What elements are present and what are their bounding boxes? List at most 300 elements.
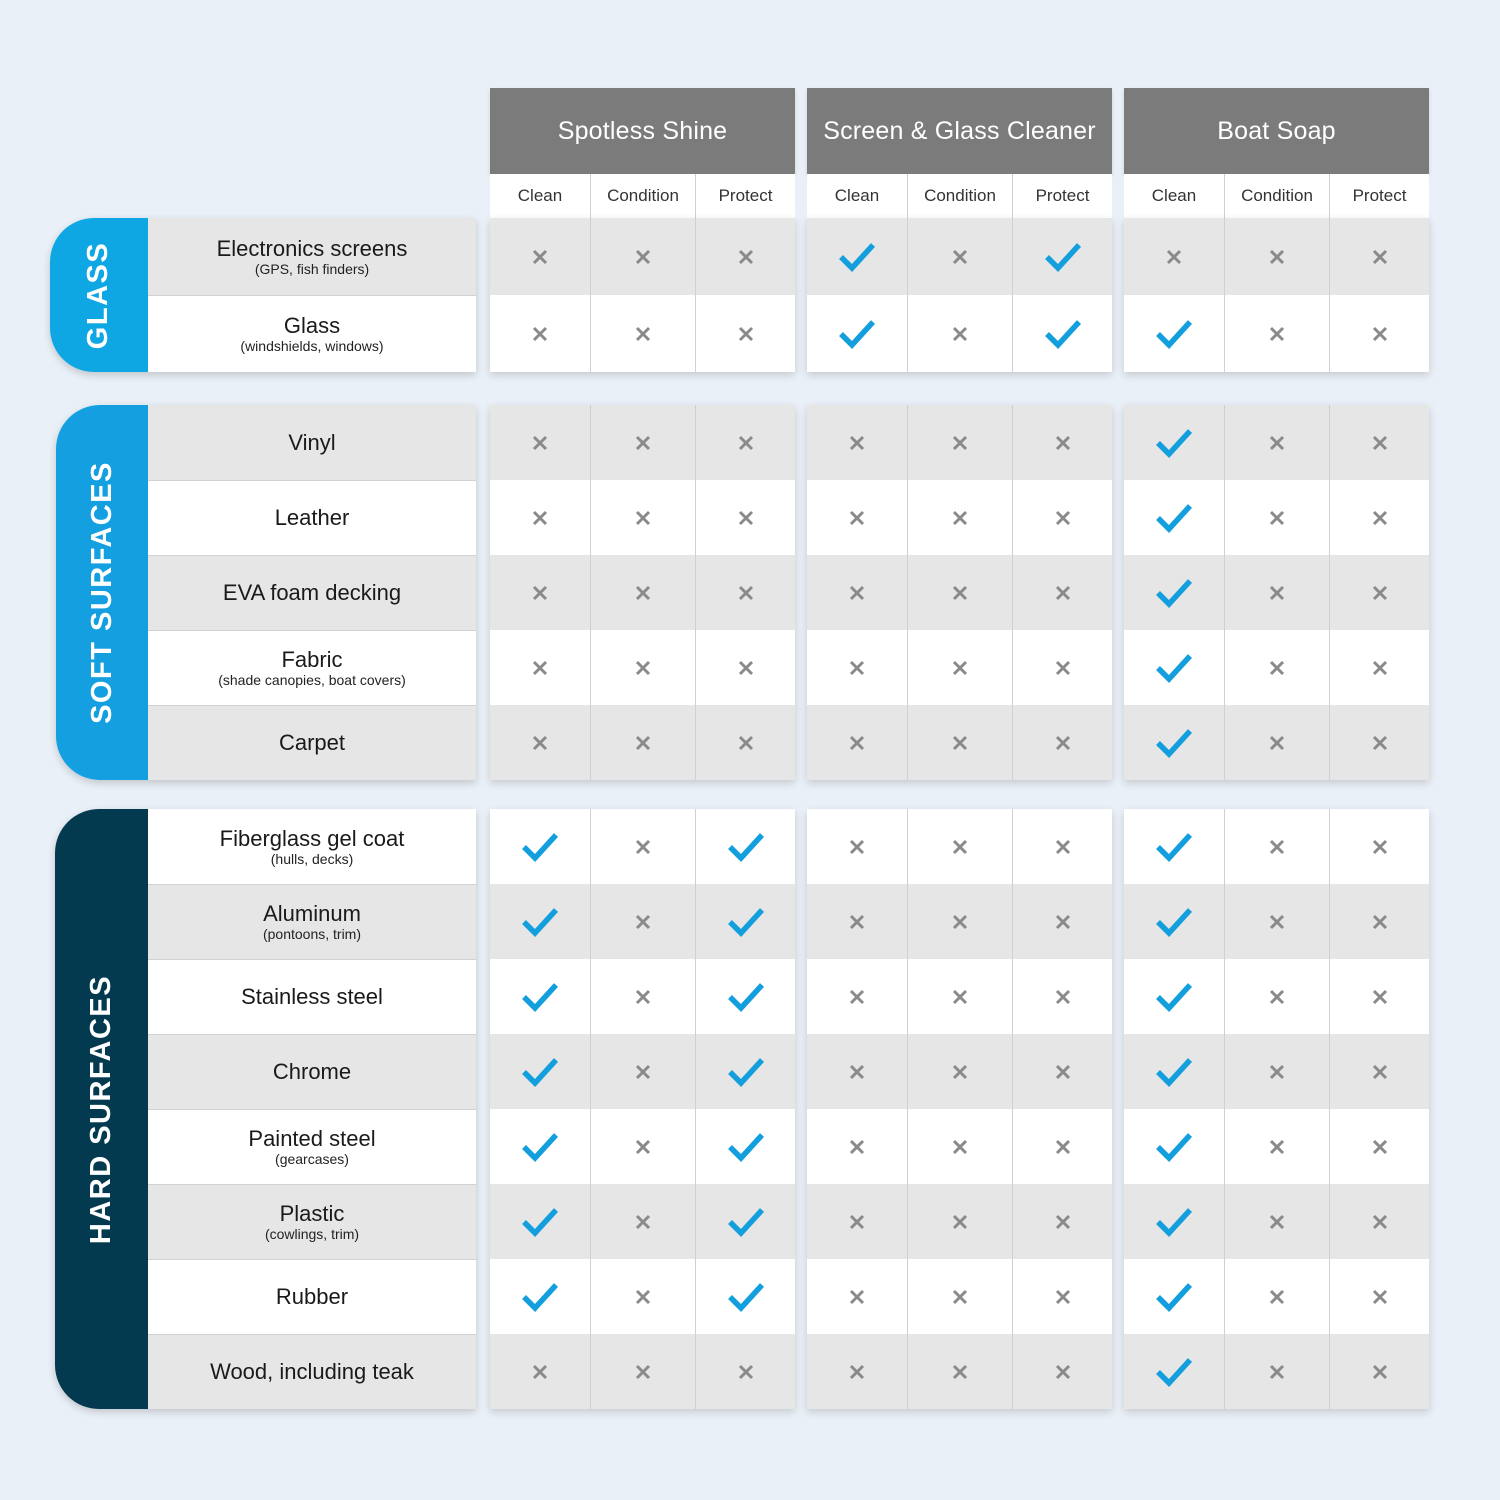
surface-name: Fiberglass gel coat [219, 826, 405, 851]
checkmark-icon [1155, 653, 1193, 683]
x-mark-icon [952, 1289, 968, 1305]
column-header-clean: Clean [490, 174, 590, 218]
x-mark-icon [1055, 435, 1071, 451]
x-mark-icon [635, 735, 651, 751]
surface-name: Stainless steel [241, 984, 383, 1009]
x-mark-icon [1269, 249, 1285, 265]
cross-cell [1012, 959, 1112, 1034]
x-mark-icon [1269, 1214, 1285, 1230]
cross-cell [907, 705, 1012, 780]
column-header-protect: Protect [1329, 174, 1429, 218]
checkmark-icon [727, 982, 765, 1012]
x-mark-icon [1372, 326, 1388, 342]
x-mark-icon [1372, 660, 1388, 676]
surface-name: Rubber [275, 1284, 349, 1309]
surface-examples: (gearcases) [275, 1151, 349, 1167]
check-cell [490, 1184, 590, 1259]
cross-cell [1012, 480, 1112, 555]
checkmark-icon [1155, 1282, 1193, 1312]
x-mark-icon [952, 839, 968, 855]
checkmark-icon [1155, 428, 1193, 458]
cross-cell [590, 705, 695, 780]
cross-cell [1329, 959, 1429, 1034]
column-header-condition: Condition [1224, 174, 1329, 218]
cross-cell [490, 630, 590, 705]
cross-cell [907, 630, 1012, 705]
check-cell [695, 1034, 795, 1109]
cross-cell [695, 405, 795, 480]
surface-examples: (hulls, decks) [270, 851, 354, 867]
check-cell [1012, 295, 1112, 372]
cross-cell [1329, 1184, 1429, 1259]
x-mark-icon [1269, 839, 1285, 855]
x-mark-icon [952, 660, 968, 676]
cross-cell [1012, 809, 1112, 884]
x-mark-icon [532, 249, 548, 265]
row-divider [148, 1259, 476, 1260]
check-cell [490, 1109, 590, 1184]
x-mark-icon [952, 585, 968, 601]
cross-cell [695, 555, 795, 630]
cross-cell [590, 555, 695, 630]
row-divider [148, 959, 476, 960]
cross-cell [1224, 1259, 1329, 1334]
x-mark-icon [952, 1064, 968, 1080]
cross-cell [1224, 1109, 1329, 1184]
x-mark-icon [849, 1064, 865, 1080]
x-mark-icon [849, 839, 865, 855]
checkmark-icon [838, 319, 876, 349]
x-mark-icon [952, 510, 968, 526]
column-header-clean: Clean [1124, 174, 1224, 218]
x-mark-icon [635, 914, 651, 930]
surface-name: Aluminum [263, 901, 361, 926]
cross-cell [807, 1259, 907, 1334]
row-label [148, 555, 476, 630]
row-label [148, 218, 476, 295]
x-mark-icon [1372, 585, 1388, 601]
check-cell [1124, 1109, 1224, 1184]
cross-cell [590, 809, 695, 884]
cross-cell [907, 959, 1012, 1034]
section-label [56, 405, 148, 780]
cross-cell [807, 1109, 907, 1184]
check-cell [695, 1184, 795, 1259]
check-cell [490, 809, 590, 884]
x-mark-icon [952, 1364, 968, 1380]
row-label [148, 1259, 476, 1334]
row-label [148, 959, 476, 1034]
cross-cell [1012, 1109, 1112, 1184]
x-mark-icon [1372, 1214, 1388, 1230]
cross-cell [590, 1184, 695, 1259]
cross-cell [1329, 630, 1429, 705]
row-divider [148, 1184, 476, 1185]
checkmark-icon [521, 1132, 559, 1162]
x-mark-icon [952, 914, 968, 930]
surface-name: Vinyl [288, 430, 336, 455]
x-mark-icon [1372, 1139, 1388, 1155]
cross-cell [1224, 959, 1329, 1034]
check-cell [1124, 295, 1224, 372]
cross-cell [1012, 630, 1112, 705]
x-mark-icon [1372, 839, 1388, 855]
x-mark-icon [635, 1064, 651, 1080]
cross-cell [590, 1109, 695, 1184]
cross-cell [807, 1184, 907, 1259]
x-mark-icon [1055, 1064, 1071, 1080]
surface-examples: (shade canopies, boat covers) [218, 672, 406, 688]
cross-cell [590, 218, 695, 295]
cross-cell [907, 1109, 1012, 1184]
checkmark-icon [727, 1057, 765, 1087]
x-mark-icon [532, 585, 548, 601]
cross-cell [1012, 1259, 1112, 1334]
row-label [148, 295, 476, 372]
check-cell [695, 809, 795, 884]
section-label [50, 218, 148, 372]
x-mark-icon [635, 1364, 651, 1380]
x-mark-icon [1055, 660, 1071, 676]
cross-cell [1224, 705, 1329, 780]
checkmark-icon [521, 1207, 559, 1237]
x-mark-icon [738, 326, 754, 342]
x-mark-icon [849, 735, 865, 751]
cross-cell [1329, 884, 1429, 959]
cross-cell [590, 959, 695, 1034]
cross-cell [1329, 555, 1429, 630]
surface-examples: (windshields, windows) [240, 338, 384, 354]
x-mark-icon [1055, 585, 1071, 601]
column-header-clean: Clean [807, 174, 907, 218]
x-mark-icon [532, 735, 548, 751]
cross-cell [1012, 705, 1112, 780]
check-cell [1124, 705, 1224, 780]
cross-cell [907, 809, 1012, 884]
product-header: Spotless Shine [490, 88, 795, 174]
cross-cell [490, 405, 590, 480]
check-cell [1124, 480, 1224, 555]
cross-cell [807, 1334, 907, 1409]
cross-cell [907, 480, 1012, 555]
cross-cell [1224, 1334, 1329, 1409]
check-cell [1012, 218, 1112, 295]
x-mark-icon [532, 510, 548, 526]
x-mark-icon [635, 510, 651, 526]
cross-cell [907, 1334, 1012, 1409]
x-mark-icon [1372, 510, 1388, 526]
cross-cell [907, 218, 1012, 295]
checkmark-icon [1155, 1357, 1193, 1387]
x-mark-icon [849, 989, 865, 1005]
cross-cell [807, 405, 907, 480]
column-header-protect: Protect [1012, 174, 1112, 218]
x-mark-icon [738, 1364, 754, 1380]
x-mark-icon [849, 1214, 865, 1230]
cross-cell [1329, 1259, 1429, 1334]
x-mark-icon [1269, 1064, 1285, 1080]
x-mark-icon [635, 249, 651, 265]
x-mark-icon [1269, 1139, 1285, 1155]
checkmark-icon [727, 907, 765, 937]
surface-name: Plastic [279, 1201, 345, 1226]
x-mark-icon [1055, 989, 1071, 1005]
cross-cell [807, 959, 907, 1034]
cross-cell [695, 705, 795, 780]
check-cell [1124, 1334, 1224, 1409]
surface-examples: (GPS, fish finders) [254, 261, 370, 277]
checkmark-icon [1155, 1132, 1193, 1162]
cross-cell [590, 405, 695, 480]
surface-name: EVA foam decking [222, 580, 402, 605]
check-cell [490, 959, 590, 1034]
x-mark-icon [1372, 989, 1388, 1005]
cross-cell [1224, 555, 1329, 630]
x-mark-icon [849, 585, 865, 601]
x-mark-icon [849, 914, 865, 930]
x-mark-icon [1269, 660, 1285, 676]
cross-cell [1012, 405, 1112, 480]
x-mark-icon [1269, 326, 1285, 342]
surface-name: Electronics screens [216, 236, 408, 261]
checkmark-icon [1155, 578, 1193, 608]
check-cell [490, 1034, 590, 1109]
x-mark-icon [1166, 249, 1182, 265]
check-cell [695, 959, 795, 1034]
x-mark-icon [952, 326, 968, 342]
cross-cell [590, 1259, 695, 1334]
cross-cell [1224, 295, 1329, 372]
x-mark-icon [1372, 249, 1388, 265]
row-divider [148, 555, 476, 556]
x-mark-icon [1372, 735, 1388, 751]
cross-cell [1329, 1334, 1429, 1409]
x-mark-icon [952, 435, 968, 451]
x-mark-icon [952, 1139, 968, 1155]
x-mark-icon [952, 1214, 968, 1230]
x-mark-icon [1269, 1289, 1285, 1305]
x-mark-icon [1372, 914, 1388, 930]
surface-examples: (pontoons, trim) [262, 926, 362, 942]
x-mark-icon [1269, 735, 1285, 751]
x-mark-icon [635, 1289, 651, 1305]
check-cell [1124, 1259, 1224, 1334]
product-header: Screen & Glass Cleaner [807, 88, 1112, 174]
x-mark-icon [849, 1139, 865, 1155]
x-mark-icon [738, 735, 754, 751]
checkmark-icon [1155, 728, 1193, 758]
x-mark-icon [635, 989, 651, 1005]
checkmark-icon [838, 242, 876, 272]
cross-cell [1329, 405, 1429, 480]
section-label [55, 809, 148, 1409]
cross-cell [907, 884, 1012, 959]
cross-cell [807, 884, 907, 959]
check-cell [1124, 555, 1224, 630]
cross-cell [1224, 480, 1329, 555]
cross-cell [695, 295, 795, 372]
x-mark-icon [1055, 1289, 1071, 1305]
check-cell [1124, 959, 1224, 1034]
cross-cell [490, 218, 590, 295]
surface-name: Wood, including teak [210, 1359, 414, 1384]
x-mark-icon [1269, 1364, 1285, 1380]
row-divider [148, 1109, 476, 1110]
checkmark-icon [1155, 1207, 1193, 1237]
check-cell [1124, 884, 1224, 959]
checkmark-icon [1155, 503, 1193, 533]
x-mark-icon [1269, 585, 1285, 601]
x-mark-icon [849, 435, 865, 451]
checkmark-icon [727, 1132, 765, 1162]
cross-cell [490, 555, 590, 630]
column-header-condition: Condition [590, 174, 695, 218]
section-label-text: SOFT SURFACES [85, 461, 118, 724]
cross-cell [695, 480, 795, 555]
checkmark-icon [1044, 242, 1082, 272]
row-label [148, 1109, 476, 1184]
surface-name: Carpet [278, 730, 346, 755]
surface-name: Chrome [272, 1059, 352, 1084]
cross-cell [490, 1334, 590, 1409]
cross-cell [490, 705, 590, 780]
cross-cell [490, 480, 590, 555]
cross-cell [807, 555, 907, 630]
x-mark-icon [849, 660, 865, 676]
x-mark-icon [1055, 1214, 1071, 1230]
check-cell [1124, 405, 1224, 480]
row-label [148, 1184, 476, 1259]
x-mark-icon [1055, 914, 1071, 930]
row-divider [148, 705, 476, 706]
check-cell [1124, 630, 1224, 705]
x-mark-icon [738, 435, 754, 451]
x-mark-icon [635, 839, 651, 855]
checkmark-icon [521, 1282, 559, 1312]
cross-cell [695, 1334, 795, 1409]
x-mark-icon [1269, 435, 1285, 451]
checkmark-icon [1155, 982, 1193, 1012]
x-mark-icon [1269, 914, 1285, 930]
cross-cell [590, 1334, 695, 1409]
cross-cell [590, 295, 695, 372]
x-mark-icon [1372, 435, 1388, 451]
x-mark-icon [738, 585, 754, 601]
cross-cell [1012, 1184, 1112, 1259]
row-label [148, 884, 476, 959]
cross-cell [1012, 884, 1112, 959]
x-mark-icon [1055, 510, 1071, 526]
checkmark-icon [727, 832, 765, 862]
row-label [148, 705, 476, 780]
row-label [148, 630, 476, 705]
x-mark-icon [532, 660, 548, 676]
cross-cell [807, 809, 907, 884]
x-mark-icon [738, 510, 754, 526]
row-label [148, 809, 476, 884]
cross-cell [1329, 218, 1429, 295]
cross-cell [1224, 630, 1329, 705]
cross-cell [1329, 1109, 1429, 1184]
x-mark-icon [738, 660, 754, 676]
cross-cell [1224, 884, 1329, 959]
cross-cell [907, 555, 1012, 630]
x-mark-icon [849, 1289, 865, 1305]
check-cell [807, 218, 907, 295]
checkmark-icon [521, 982, 559, 1012]
cross-cell [590, 630, 695, 705]
cross-cell [1224, 405, 1329, 480]
cross-cell [590, 884, 695, 959]
column-header-protect: Protect [695, 174, 795, 218]
check-cell [1124, 1184, 1224, 1259]
x-mark-icon [532, 435, 548, 451]
cross-cell [1224, 1034, 1329, 1109]
checkmark-icon [727, 1282, 765, 1312]
x-mark-icon [1055, 1364, 1071, 1380]
product-header: Boat Soap [1124, 88, 1429, 174]
section-label-text: GLASS [82, 241, 115, 349]
cross-cell [807, 705, 907, 780]
x-mark-icon [532, 1364, 548, 1380]
cross-cell [807, 480, 907, 555]
row-divider [148, 1034, 476, 1035]
cross-cell [907, 1259, 1012, 1334]
cross-cell [1329, 1034, 1429, 1109]
checkmark-icon [1044, 319, 1082, 349]
row-label [148, 480, 476, 555]
row-divider [148, 884, 476, 885]
row-divider [148, 630, 476, 631]
surface-name: Painted steel [248, 1126, 376, 1151]
cross-cell [590, 480, 695, 555]
x-mark-icon [635, 660, 651, 676]
row-label [148, 1034, 476, 1109]
checkmark-icon [727, 1207, 765, 1237]
check-cell [490, 1259, 590, 1334]
x-mark-icon [1055, 839, 1071, 855]
cross-cell [1224, 218, 1329, 295]
column-header-condition: Condition [907, 174, 1012, 218]
surface-name: Glass [283, 313, 341, 338]
checkmark-icon [1155, 319, 1193, 349]
check-cell [695, 1259, 795, 1334]
checkmark-icon [521, 907, 559, 937]
cross-cell [590, 1034, 695, 1109]
x-mark-icon [635, 1139, 651, 1155]
cross-cell [1329, 809, 1429, 884]
surface-examples: (cowlings, trim) [264, 1226, 360, 1242]
x-mark-icon [1055, 735, 1071, 751]
x-mark-icon [1372, 1289, 1388, 1305]
check-cell [490, 884, 590, 959]
cross-cell [490, 295, 590, 372]
cross-cell [907, 1034, 1012, 1109]
row-divider [148, 295, 476, 296]
checkmark-icon [1155, 832, 1193, 862]
cross-cell [907, 1184, 1012, 1259]
check-cell [695, 1109, 795, 1184]
x-mark-icon [849, 510, 865, 526]
row-divider [148, 1334, 476, 1335]
cross-cell [1224, 809, 1329, 884]
cross-cell [695, 218, 795, 295]
cross-cell [907, 405, 1012, 480]
cross-cell [1224, 1184, 1329, 1259]
cross-cell [1012, 555, 1112, 630]
check-cell [695, 884, 795, 959]
row-label [148, 405, 476, 480]
